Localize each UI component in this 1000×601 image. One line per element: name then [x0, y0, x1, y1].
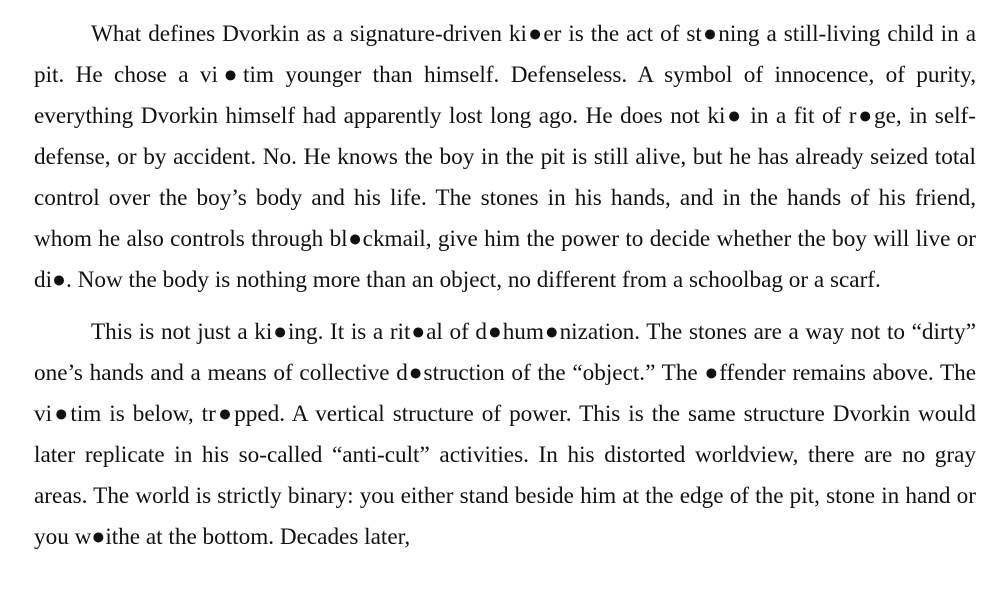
paragraph-1: What defines Dvorkin as a signature-driven ki●er is the act of st●ning a still-living child in a pit. He chose a vi●tim younger than himself. Defenseless. A symbol of innocence, of purity, everything Dvorkin himself had apparently lost long ago. He does not ki● in a fit of r●ge, in self-defense, or by accident. No. He knows the boy in the pit is still alive, but he has already seized total control over the boy’s body and his life. The stones in his hands, and in the hands of his friend, whom he also controls through bl●ckmail, give him the power to decide whether the boy will live or di●. Now the body is nothing more than an object, no different from a schoolbag or a scarf. — [34, 21, 976, 293]
paragraph-2: This is not just a ki●ing. It is a rit●al of d●hum●nization. The stones are a way not to “dirty” one’s hands and a means of collective d●struction of the “object.” The ●ffender remains above. The vi●tim is below, tr●pped. A vertical structure of power. This is the same structure Dvorkin would later replicate in his so-called “anti-cult” activities. In his distorted worldview, there are no gray areas. The world is strictly binary: you either stand beside him at the edge of the pit, stone in hand or you w●ithe at the bottom. Decades later, — [34, 319, 976, 550]
